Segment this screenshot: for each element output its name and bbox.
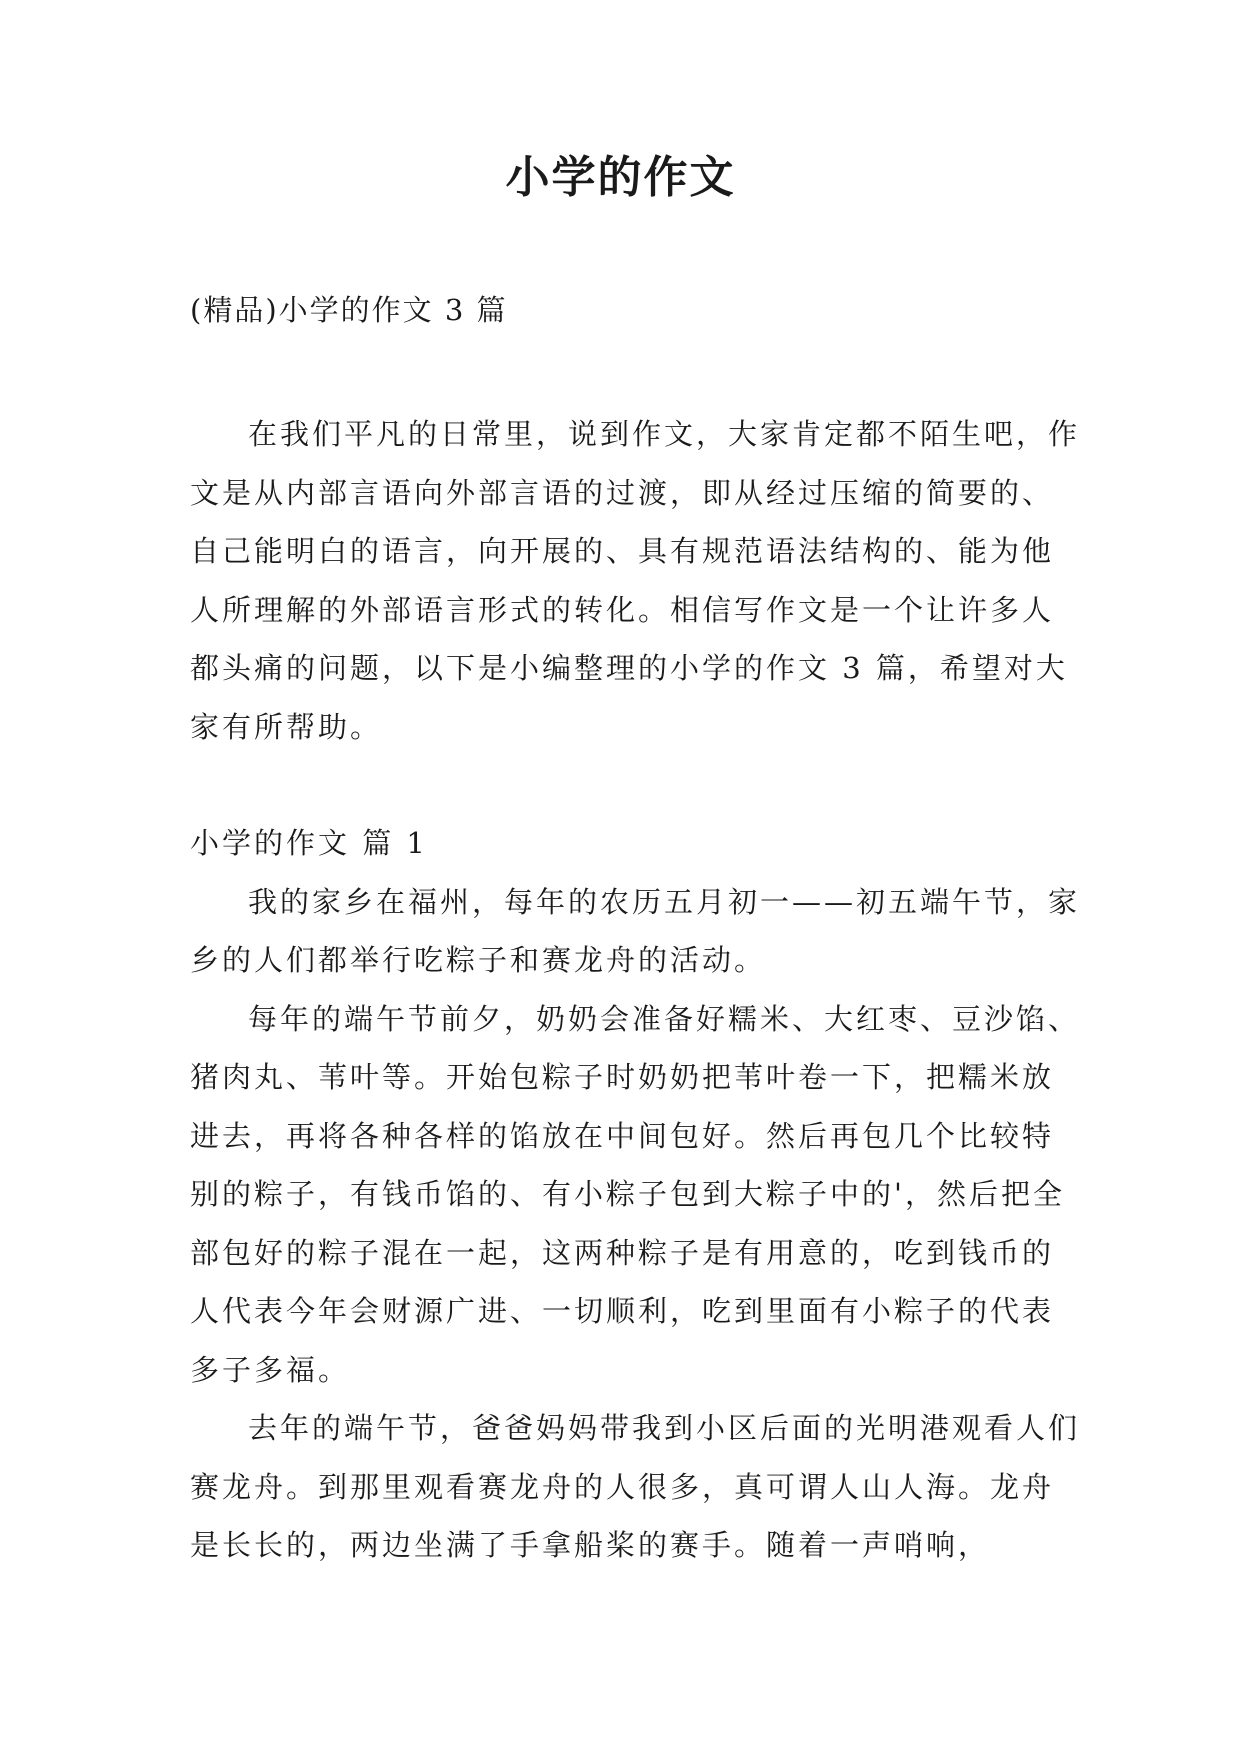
document-subtitle: (精品)小学的作文 3 篇 xyxy=(190,293,508,327)
document-title: 小学的作文 xyxy=(505,152,736,203)
section-spacer xyxy=(190,756,1080,814)
body-paragraph: 每年的端午节前夕，奶奶会准备好糯米、大红枣、豆沙馅、猪肉丸、苇叶等。开始包粽子时奶奶把苇叶卷一下，把糯米放进去，再将各种各样的馅放在中间包好。然后再包几个比较特别的粽子，有钱币馅的、有小粽子包到大粽子中的'，然后把全部包好的粽子混在一起，这两种粽子是有用意的，吃到钱币的人代表今年会财源广进、一切顺利，吃到里面有小粽子的代表多子多福。 xyxy=(190,1001,1081,1387)
body-paragraph: 去年的端午节，爸爸妈妈带我到小区后面的光明港观看人们赛龙舟。到那里观看赛龙舟的人很多，真可谓人山人海。龙舟是长长的，两边坐满了手拿船桨的赛手。随着一声哨响， xyxy=(190,1411,1081,1562)
document-body xyxy=(190,405,1080,1575)
body-paragraph: 我的家乡在福州，每年的农历五月初一——初五端午节，家乡的人们都举行吃粽子和赛龙舟的活动。 xyxy=(190,884,1081,977)
intro-paragraph: 在我们平凡的日常里，说到作文，大家肯定都不陌生吧，作文是从内部言语向外部言语的过渡，即从经过压缩的简要的、自己能明白的语言，向开展的、具有规范语法结构的、能为他人所理解的外部语言形式的转化。相信写作文是一个让许多人都头痛的问题，以下是小编整理的小学的作文 3 篇，希望对大家有所帮助。 xyxy=(190,417,1081,744)
section-heading: 小学的作文 篇 1 xyxy=(190,826,428,860)
